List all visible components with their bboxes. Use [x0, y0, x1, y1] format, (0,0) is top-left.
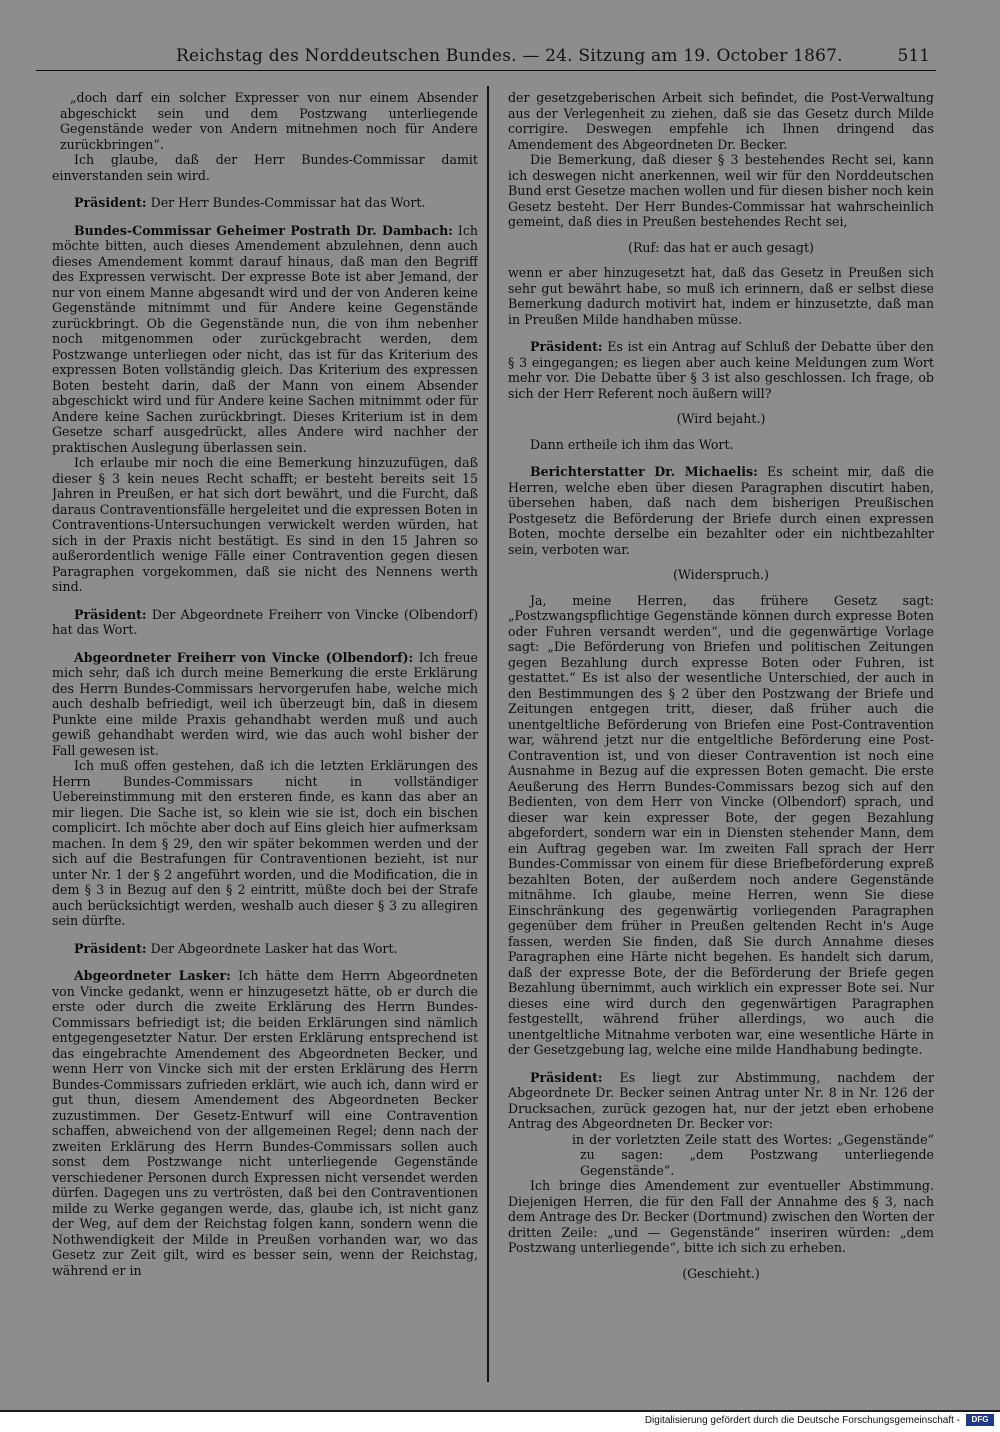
- quoted-amendment: „doch darf ein solcher Expresser von nur einem Absender abgeschickt sein und dem Postzwang unterliegende Gegenstände weder von Andern mitnehmen noch für Andere zurückbringen“.: [60, 90, 478, 152]
- interjection: (Wird bejaht.): [676, 411, 766, 426]
- speaker-name: Bundes-Commissar Geheimer Postrath Dr. Dambach:: [74, 222, 453, 238]
- paragraph: Dann ertheile ich ihm das Wort.: [530, 436, 734, 452]
- header-title: Reichstag des Norddeutschen Bundes. — 24. Sitzung am 19. October 1867.: [176, 46, 843, 66]
- dfg-logo: DFG: [966, 1414, 994, 1426]
- page-number: 511: [897, 46, 930, 66]
- speaker-paragraph: Präsident: Es ist ein Antrag auf Schluß der Debatte über den § 3 eingegangen; es liegen aber auch keine Meldungen zum Wort mehr vor. Die Debatte über § 3 ist also geschlossen. Ich frage, ob sich der Herr Referent noch äußern will?: [508, 339, 934, 401]
- speaker-name: Präsident:: [74, 940, 147, 956]
- speaker-name: Berichterstatter Dr. Michaelis:: [530, 464, 758, 479]
- speaker-paragraph: Bundes-Commissar Geheimer Postrath Dr. Dambach: Ich möchte bitten, auch dieses Amendement abzulehnen, denn auch dieses Amendement kommt darauf hinaus, daß man den Begriff des Expressen verwischt. Der expresse Bote ist aber Jemand, der nur von einem Manne abgesandt wird und der von Anderen keine Gegenstände mitnimmt und für Andere keine Gegenstände zurückbringt. Ob die Gegenstände nun, die von ihm nebenher noch mitgenommen oder zurückgebracht werden, dem Postzwange unterliegen oder nicht, das ist für das Kriterium des expressen Boten vollständig gleich. Das Kriterium des expressen Boten besteht darin, daß der Mann von einem Absender abgeschickt wird und für Andere keine Sachen mitnimmt oder für Andere keine Sachen zurückbringt. Dieses Kriterium ist in dem Gesetze scharf ausgedrückt, alles Andere wird nachher der praktischen Auslegung überlassen sein.: [52, 222, 478, 455]
- paragraph: Ich erlaube mir noch die eine Bemerkung hinzuzufügen, daß dieser § 3 kein neues Recht schafft; er besteht bereits seit 15 Jahren in Preußen, er hat sich dort bewährt, und die Furcht, daß daraus Contraventionsfälle hergeleitet und die expressen Boten in Contraventions-Untersuchungen verwickelt werden würden, hat sich in der Praxis nicht bestätigt. Es sind in den 15 Jahren so außerordentlich wenige Fälle einer Contravention gegen diesen Paragraphen vorgekommen, daß sie nicht des Nennens werth sind.: [52, 455, 478, 594]
- speaker-name: Abgeordneter Freiherr von Vincke (Olbendorf):: [74, 649, 414, 665]
- paragraph: Ja, meine Herren, das frühere Gesetz sagt: „Postzwangspflichtige Gegenstände können durch expresse Boten oder Fuhren versandt werden“, und die gegenwärtige Vorlage sagt: „Die Beförderung von Briefen und politischen Zeitungen gegen Bezahlung durch expresse Boten oder Fuhren, ist gestattet.“ Es ist also der wesentliche Unterschied, der auch in den Bestimmungen des § 2 über den Postzwang der Briefe und Zeitungen entgegen tritt, dieser, daß früher auch die unentgeltliche Beförderung von Briefen eine Post-Contravention war, während jetzt nur die entgeltliche Beförderung eine Post-Contravention ist, und von dieser Contravention ist noch eine Ausnahme in Bezug auf die expressen Boten gemacht. Die erste Aeußerung des Herrn Bundes-Commissars bezog sich auf den Bedienten, von dem Herr von Vincke (Olbendorf) sprach, und dieser war kein expresser Bote, der gegen Bezahlung abgefordert, sondern war ein in Diensten stehender Mann, dem ein Auftrag gegeben war. Im zweiten Fall sprach der Herr Bundes-Commissar von einem für diese Briefbeförderung expreß bezahlten Boten, der außerdem noch andere Gegenstände mitnähme. Ich glaube, meine Herren, wenn Sie diese Einschränkung des gegenwärtig vorliegenden Paragraphen gegenüber dem früher in Preußen geltenden Recht in's Auge fassen, werden Sie finden, daß Sie durch Annahme dieses Paragraphen eine Härte nicht begehen. Es handelt sich darum, daß der expresse Bote, der die Beförderung der Briefe gegen Bezahlung übernimmt, auch wirklich ein expresser Bote sei. Nur dieses eine wird durch den gegenwärtigen Paragraphen festgestellt, während früher allerdings, wo auch die unentgeltliche Mitnahme verboten war, eine wesentliche Härte in der Gesetzgebung lag, welche eine milde Handhabung bedingte.: [508, 592, 934, 1057]
- paragraph: Ich glaube, daß der Herr Bundes-Commissar damit einverstanden sein wird.: [52, 152, 478, 183]
- speaker-name: Präsident:: [530, 1069, 603, 1085]
- speaker-paragraph: Präsident: Der Herr Bundes-Commissar hat das Wort.: [74, 195, 426, 210]
- paragraph: Ich bringe dies Amendement zur eventueller Abstimmung. Diejenigen Herren, die für den Fall der Annahme des § 3, nach dem Antrage des Dr. Becker (Dortmund) zwischen den Worten der dritten Zeile: „und — Gegenstände“ inseriren würden: „dem Postzwang unterliegende“, bitte ich sich zu erheben.: [508, 1178, 934, 1255]
- right-column: [508, 90, 934, 1390]
- paragraph: Die Bemerkung, daß dieser § 3 bestehendes Recht sei, kann ich deswegen nicht anerkennen, weil wir für den Norddeutschen Bund erst Gesetze machen wollen und für diesen bisher noch kein Gesetz besteht. Der Herr Bundes-Commissar hat wahrscheinlich gemeint, daß dies in Preußen bestehendes Recht sei,: [508, 152, 934, 229]
- speaker-paragraph: Berichterstatter Dr. Michaelis: Es scheint mir, daß die Herren, welche eben über diesen Paragraphen discutirt haben, übersehen haben, daß nach dem bisherigen Preußischen Postgesetz die Beförderung der Briefe durch einen expressen Boten, mochte derselbe ein bezahlter oder ein nichtbezahlter sein, verboten war.: [508, 464, 934, 557]
- footer-rule: [0, 1410, 1000, 1412]
- speaker-paragraph: Präsident: Der Abgeordnete Lasker hat das Wort.: [74, 940, 398, 956]
- paragraph: Ich muß offen gestehen, daß ich die letzten Erklärungen des Herrn Bundes-Commissars nicht in vollständiger Uebereinstimmung mit den ersteren finde, es kann das aber an mir liegen. Die Sache ist, so klein wie sie ist, doch ein bischen complicirt. Ich möchte aber doch auf Eins gleich hier aufmerksam machen. In dem § 29, den wir später bekommen werden und der sich auf die Bestrafungen für Contraventionen bezieht, ist nur unter Nr. 1 der § 2 angeführt worden, und die Modification, die in dem § 3 in Bezug auf den § 2 eintritt, müßte doch bei der Strafe auch berücksichtigt werden, weshalb auch dieser § 3 zu allegiren sein dürfte.: [52, 758, 478, 928]
- speaker-paragraph: Präsident: Der Abgeordnete Freiherr von Vincke (Olbendorf) hat das Wort.: [52, 606, 478, 637]
- speaker-paragraph: Abgeordneter Freiherr von Vincke (Olbendorf): Ich freue mich sehr, daß ich durch meine Bemerkung die erste Erklärung des Herrn Bundes-Commissars hervorgerufen habe, welche mich auch deshalb befriedigt, weil ich überzeugt bin, daß in diesem Punkte eine milde Praxis gehandhabt werden muß und auch gewiß gehandhabt werden wird, wie das auch wohl bisher der Fall gewesen ist.: [52, 649, 478, 758]
- speaker-name: Präsident:: [74, 195, 147, 210]
- interjection: (Geschieht.): [682, 1265, 760, 1281]
- amendment-text: in der vorletzten Zeile statt des Wortes: „Gegenstände“ zu sagen: „dem Postzwang unterliegende Gegenstände“.: [572, 1131, 934, 1178]
- footer-credit: Digitalisierung gefördert durch die Deutsche Forschungsgemeinschaft -: [644, 1415, 960, 1426]
- page-header: [36, 44, 936, 71]
- paragraph: der gesetzgeberischen Arbeit sich befindet, die Post-Verwaltung aus der Verlegenheit zu ziehen, daß sie das Gesetz durch Milde corrigire. Deswegen empfehle ich Ihnen dringend das Amendement des Abgeordneten Dr. Becker.: [508, 90, 934, 152]
- column-divider: [487, 86, 489, 1382]
- interjection: (Ruf: das hat er auch gesagt): [628, 239, 814, 255]
- speaker-paragraph: Abgeordneter Lasker: Ich hätte dem Herrn Abgeordneten von Vincke gedankt, wenn er hinzugesetzt hätte, ob er durch die erste oder durch die zweite Erklärung des Herrn Bundes-Commissars befriedigt ist; die beiden Erklärungen sind nämlich entgegengesetzter Natur. Der ersten Erklärung entsprechend ist das eingebrachte Amendement des Abgeordneten Becker, und wenn Herr von Vincke sich mit der ersten Erklärung des Herrn Bundes-Commissars zufrieden erklärt, wie auch ich, dann wird er gut thun, diesem Amendement des Abgeordneten Becker zuzustimmen. Der Gesetz-Entwurf will eine Contravention schaffen, abweichend von der allgemeinen Regel; denn nach der zweiten Erklärung des Herrn Bundes-Commissars sollen auch sonst dem Postzwange nicht unterliegende Gegenstände verschiedener Personen durch Expressen nicht versendet werden dürfen. Dagegen uns zu vertrösten, daß bei den Contraventionen milde zu Werke gegangen werde, das, glaube ich, ist nicht ganz der Weg, auf dem der Reichstag folgen kann, sondern wenn die Nothwendigkeit der Milde in Preußen vorhanden war, wo das Gesetz zur Zeit gilt, wird es besser sein, wenn der Reichstag, während er in: [52, 968, 478, 1278]
- paragraph: wenn er aber hinzugesetzt hat, daß das Gesetz in Preußen sich sehr gut bewährt habe, so muß ich erinnern, daß er selbst diese Bemerkung dadurch motivirt hat, indem er hinzusetzte, daß man in Preußen Milde handhaben müsse.: [508, 265, 934, 327]
- speaker-name: Abgeordneter Lasker:: [74, 968, 231, 983]
- interjection: (Widerspruch.): [673, 567, 769, 582]
- speaker-paragraph: Präsident: Es liegt zur Abstimmung, nachdem der Abgeordnete Dr. Becker seinen Antrag unter Nr. 8 in Nr. 126 der Drucksachen, zurück gezogen hat, nur der jetzt eben erhobene Antrag des Abgeordneten Dr. Becker vor:: [508, 1069, 934, 1131]
- speaker-name: Präsident:: [74, 606, 147, 622]
- speaker-name: Präsident:: [530, 339, 603, 354]
- left-column: [52, 90, 478, 1390]
